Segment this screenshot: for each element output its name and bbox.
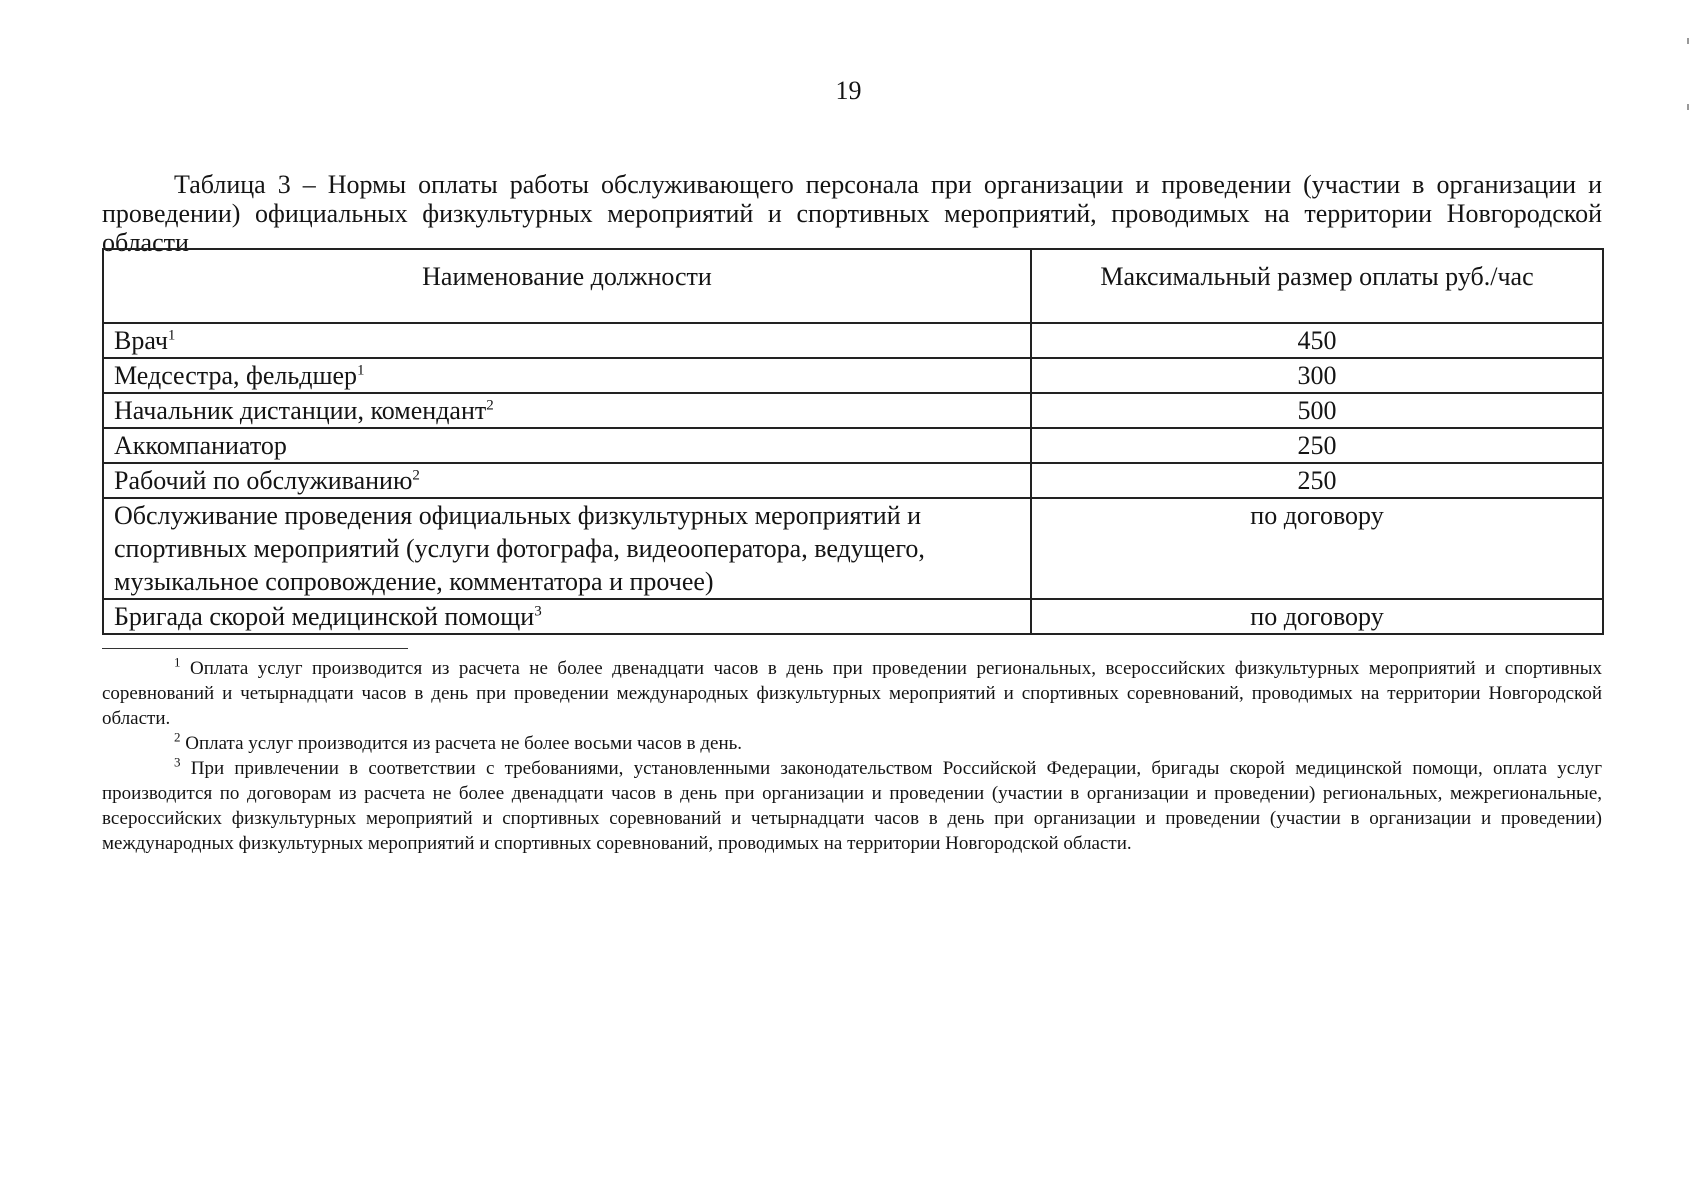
footnote-ref: 1 [357,362,365,379]
table-row [103,358,1603,393]
footnote-mark: 1 [174,654,181,670]
table-row [103,428,1603,463]
table-row [103,498,1603,599]
footnote [102,731,1602,756]
position-name-cell [103,599,1031,634]
table-row [103,393,1603,428]
position-name: Медсестра, фельдшер [114,361,358,390]
position-name-cell [103,393,1031,428]
rate-value: 300 [1031,358,1603,393]
rate-value: 250 [1031,463,1603,498]
rate-value: 450 [1031,323,1603,358]
scan-edge-mark [1687,104,1689,110]
rates-table [102,248,1604,635]
table-caption-text: Таблица 3 – Нормы оплаты работы обслуживающего персонала при организации и проведении (участии в организации и проведении) официальных физкультурных мероприятий и спортивных мероприятий, проводимых на территории Новгородской области [102,170,1602,257]
table-row [103,463,1603,498]
footnote-text: Оплата услуг производится из расчета не более двенадцати часов в день при проведении региональных, всероссийских физкультурных мероприятий и спортивных соревнований и четырнадцати часов в день при проведении международных физкультурных мероприятий и спортивных соревнований, проводимых на территории Новгородской области. [102,658,1603,729]
footnote-mark: 2 [174,729,181,745]
rate-value: 250 [1031,428,1603,463]
footnote-separator [102,648,408,649]
rate-value: по договору [1031,498,1603,599]
position-name: Аккомпаниатор [114,431,287,460]
table-header-row [103,249,1603,323]
scan-edge-mark [1687,38,1689,44]
position-name-cell [103,323,1031,358]
position-name: Врач [114,326,168,355]
position-name-cell [103,428,1031,463]
rate-value: 500 [1031,393,1603,428]
header-max-rate: Максимальный размер оплаты руб./час [1031,249,1603,323]
position-name: Начальник дистанции, комендант [114,396,487,425]
position-name-cell [103,498,1031,599]
header-position-name: Наименование должности [103,249,1031,323]
footnote [102,656,1602,731]
table-caption [102,170,1602,257]
footnote [102,756,1602,856]
table-row [103,323,1603,358]
table-row [103,599,1603,634]
footnote-text: При привлечении в соответствии с требованиями, установленными законодательством Российской Федерации, бригады скорой медицинской помощи, оплата услуг производится по договорам из расчета не более двенадцати часов в день при организации и проведении (участии в организации и проведении) региональных, межрегиональные, всероссийских физкультурных мероприятий и спортивных соревнований и четырнадцати часов в день при организации и проведении (участии в организации и проведении) международных физкультурных мероприятий и спортивных соревнований, проводимых на территории Новгородской области. [102,758,1602,854]
page-number: 19 [835,76,862,105]
footnote-ref: 1 [167,327,176,344]
footnote-mark: 3 [174,754,181,770]
position-name: Бригада скорой медицинской помощи [114,602,535,631]
position-name: Рабочий по обслуживанию [114,466,413,495]
footnotes [102,656,1602,856]
position-name: Обслуживание проведения официальных физкультурных мероприятий и спортивных мероприятий (услуги фотографа, видеооператора, ведущего, музыкальное сопровождение, комментатора и прочее) [114,501,925,596]
rate-value: по договору [1031,599,1603,634]
footnote-ref: 2 [486,397,494,414]
position-name-cell [103,463,1031,498]
footnote-text: Оплата услуг производится из расчета не более восьми часов в день. [185,733,743,754]
footnote-ref: 3 [534,603,542,620]
footnote-ref: 2 [412,467,420,484]
position-name-cell [103,358,1031,393]
